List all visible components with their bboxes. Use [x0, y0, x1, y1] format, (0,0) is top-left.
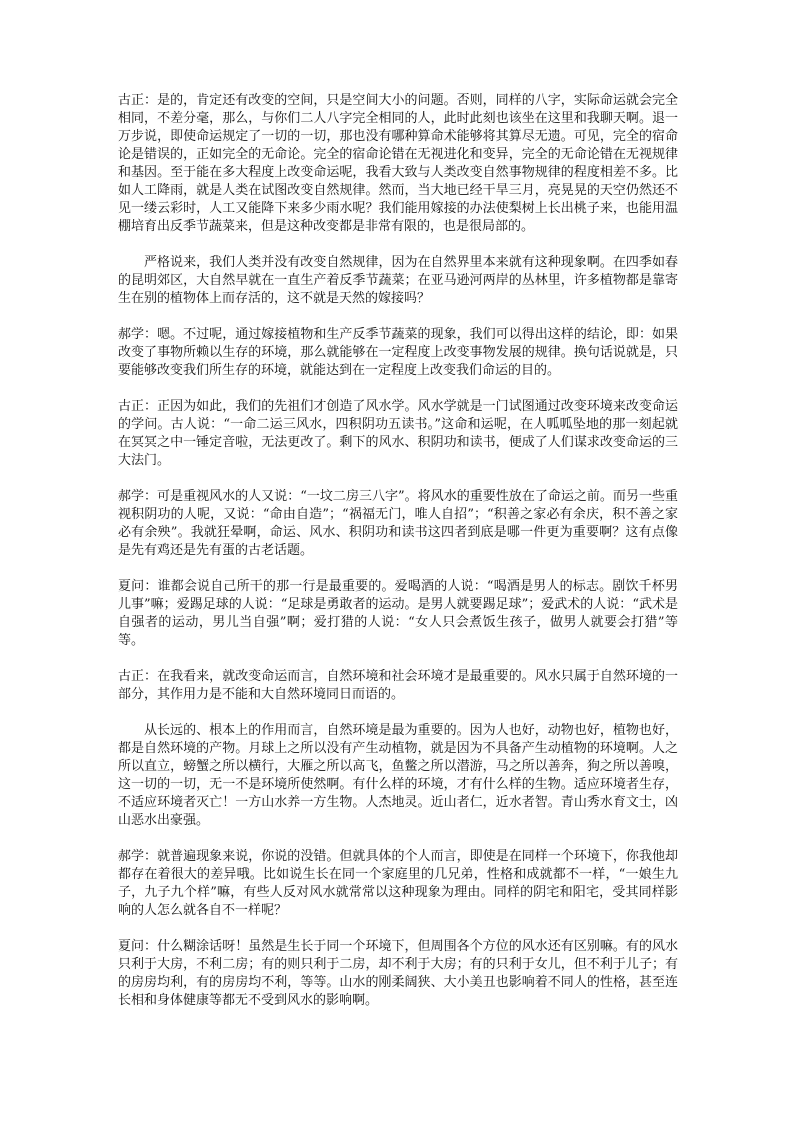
paragraph-gap: [118, 380, 678, 398]
paragraph-5: 郝学：可是重视风水的人又说：“一坟二房三八字”。将风水的重要性放在了命运之前。而另一些重视积阴功的人呢，又说：“命由自造”；“祸福无门，唯人自招”；“积善之家必有余庆，积不善之家必有余殃”。我就狂晕啊，命运、风水、积阴功和读书这四者到底是哪一件更为重要啊？这有点像是先有鸡还是先有蛋的古老话题。: [118, 489, 678, 558]
paragraph-gap: [118, 236, 678, 254]
paragraph-10: 夏问：什么糊涂话呀！虽然是生长于同一个环境下，但周围各个方位的风水还有区别嘛。有的风水只利于大房，不利二房；有的则只利于二房，却不利于大房；有的只利于女儿，但不利于儿子；有的房房均利，有的房房均不利，等等。山水的刚柔阔狭、大小美丑也影响着不同人的性格，甚至连长相和身体健康等都无不受到风水的影响啊。: [118, 939, 678, 1008]
paragraph-1: 古正：是的，肯定还有改变的空间，只是空间大小的问题。否则，同样的八字，实际命运就会完全相同，不差分毫，那么，与你们二人八字完全相同的人，此时此刻也该坐在这里和我聊天啊。退一万步说，即使命运规定了一切的一切，那也没有哪种算命术能够将其算尽无遗。可见，完全的宿命论是错误的，正如完全的无命论。完全的宿命论错在无视进化和变异，完全的无命论错在无视规律和基因。至于能在多大程度上改变命运呢，我看大致与人类改变自然事物规律的程度相差不多。比如人工降雨，就是人类在试图改变自然规律。然而，当大地已经干旱三月，亮晃晃的天空仍然还不见一缕云彩时，人工又能降下来多少雨水呢？我们能用嫁接的办法使梨树上长出桃子来，也能用温棚培育出反季节蔬菜来，但是这种改变都是非常有限的，也是很局部的。: [118, 93, 678, 234]
paragraph-gap: [118, 704, 678, 722]
paragraph-gap: [118, 560, 678, 578]
paragraph-gap: [118, 308, 678, 326]
paragraph-gap: [118, 650, 678, 668]
paragraph-2: 严格说来，我们人类并没有改变自然规律，因为在自然界里本来就有这种现象啊。在四季如春的昆明郊区，大自然早就在一直生产着反季节蔬菜；在亚马逊河两岸的丛林里，许多植物都是靠寄生在别的植物体上而存活的，这不就是天然的嫁接吗？: [118, 255, 678, 306]
paragraph-gap: [118, 830, 678, 848]
paragraph-gap: [118, 920, 678, 938]
paragraph-4: 古正：正因为如此，我们的先祖们才创造了风水学。风水学就是一门试图通过改变环境来改变命运的学问。古人说：“一命二运三风水，四积阴功五读书。”这命和运呢，在人呱呱坠地的那一刻起就在冥冥之中一锤定音啦，无法更改了。剩下的风水、积阴功和读书，便成了人们谋求改变命运的三大法门。: [118, 399, 678, 468]
paragraph-gap: [118, 470, 678, 488]
document-page: [118, 92, 678, 1010]
paragraph-6: 夏问：谁都会说自己所干的那一行是最重要的。爱喝酒的人说：“喝酒是男人的标志。剧饮千杯男儿事”嘛；爱踢足球的人说：“足球是勇敢者的运动。是男人就要踢足球”；爱武术的人说：“武术是自强者的运动，男儿当自强”啊；爱打猎的人说：“女人只会煮饭生孩子，做男人就要会打猎”等等。: [118, 579, 678, 648]
paragraph-3: 郝学：嗯。不过呢，通过嫁接植物和生产反季节蔬菜的现象，我们可以得出这样的结论，即：如果改变了事物所赖以生存的环境，那么就能够在一定程度上改变事物发展的规律。换句话说就是，只要能够改变我们所生存的环境，就能达到在一定程度上改变我们命运的目的。: [118, 327, 678, 378]
paragraph-9: 郝学：就普遍现象来说，你说的没错。但就具体的个人而言，即使是在同样一个环境下，你我他却都存在着很大的差异哦。比如说生长在同一个家庭里的几兄弟，性格和成就都不一样，“一娘生九子，九子九个样”嘛，有些人反对风水就常常以这种现象为理由。同样的阴宅和阳宅，受其同样影响的人怎么就各自不一样呢？: [118, 849, 678, 918]
paragraph-7: 古正：在我看来，就改变命运而言，自然环境和社会环境才是最重要的。风水只属于自然环境的一部分，其作用力是不能和大自然环境同日而语的。: [118, 669, 678, 702]
paragraph-8: 从长远的、根本上的作用而言，自然环境是最为重要的。因为人也好，动物也好，植物也好，都是自然环境的产物。月球上之所以没有产生动植物，就是因为不具备产生动植物的环境啊。人之所以直立，螃蟹之所以横行，大雁之所以高飞，鱼鳖之所以潜游，马之所以善奔，狗之所以善嗅，这一切的一切，无一不是环境所使然啊。有什么样的环境，才有什么样的生物。适应环境者生存，不适应环境者灭亡！一方山水养一方生物。人杰地灵。近山者仁，近水者智。青山秀水育文士，凶山恶水出豪强。: [118, 723, 678, 828]
